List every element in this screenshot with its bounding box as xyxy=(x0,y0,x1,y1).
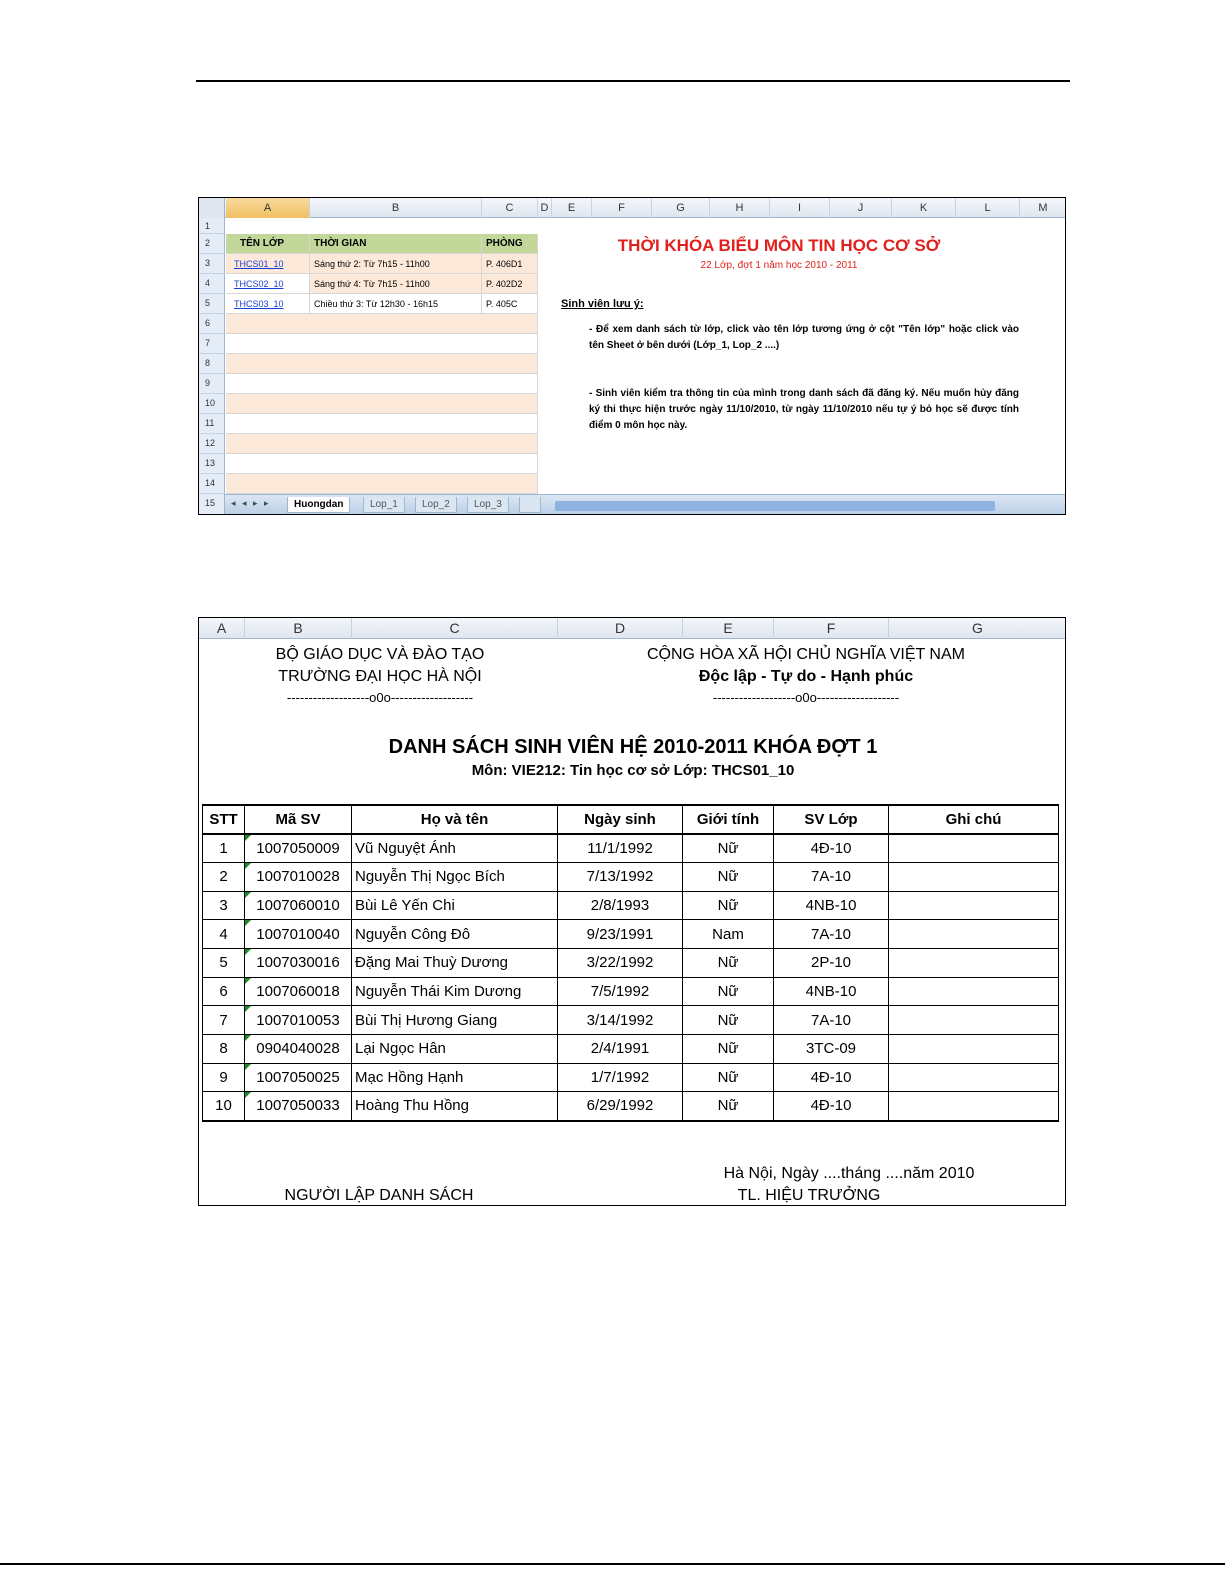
gender-cell[interactable]: Nữ xyxy=(683,948,774,977)
table-row xyxy=(203,1092,1059,1121)
student-list-screenshot xyxy=(198,617,1066,1206)
motto: Độc lập - Tự do - Hạnh phúc xyxy=(698,668,914,685)
class-link[interactable] xyxy=(226,274,310,294)
student-id-cell[interactable] xyxy=(245,977,352,1006)
student-id-text: 1007010053 xyxy=(256,1011,340,1029)
name-cell[interactable]: Nguyễn Thị Ngọc Bích xyxy=(352,862,558,891)
error-indicator-icon xyxy=(245,835,251,841)
row-header[interactable]: 15 xyxy=(199,494,225,515)
column-header-i[interactable]: I xyxy=(770,198,830,218)
class-cell[interactable]: 3TC-09 xyxy=(774,1035,889,1064)
class-link[interactable] xyxy=(226,254,310,274)
list-subtitle: Môn: VIE212: Tin học cơ sở Lớp: THCS01_10 xyxy=(471,762,795,779)
note-cell[interactable] xyxy=(889,1092,1059,1121)
column-header-m[interactable]: M xyxy=(1020,198,1066,218)
time-cell[interactable]: Sáng thứ 2: Từ 7h15 - 11h00 xyxy=(310,254,482,274)
signer-left: NGƯỜI LẬP DANH SÁCH xyxy=(284,1187,474,1204)
table-row xyxy=(203,1006,1059,1035)
class-cell[interactable]: 4Đ-10 xyxy=(774,834,889,863)
empty-row[interactable] xyxy=(226,454,538,474)
col-dob[interactable]: Ngày sinh xyxy=(558,805,683,834)
table-row xyxy=(203,862,1059,891)
note-1: - Để xem danh sách từ lớp, click vào tên lớp tương ứng ở cột "Tên lớp" hoặc click vào tên Sheet ở bên dưới (Lớp_1, Lop_2 ....) xyxy=(589,324,1019,351)
schedule-title: THỜI KHÓA BIỂU MÔN TIN HỌC CƠ SỞ xyxy=(617,236,941,255)
country-name: CỘNG HÒA XÃ HỘI CHỦ NGHĨA VIỆT NAM xyxy=(647,646,965,663)
table-row xyxy=(203,977,1059,1006)
table-row xyxy=(203,891,1059,920)
header-time[interactable]: THỜI GIAN xyxy=(310,234,482,254)
tab-scroll-arrows-icon[interactable]: ◂ ◂ ▸ ▸ xyxy=(231,498,271,508)
column-header-d[interactable]: D xyxy=(558,618,683,639)
note-cell[interactable] xyxy=(889,948,1059,977)
column-header-a[interactable]: A xyxy=(226,198,310,218)
student-id-cell[interactable] xyxy=(245,834,352,863)
error-indicator-icon xyxy=(245,949,251,955)
sheet-tab-lop-2[interactable]: Lop_2 xyxy=(415,497,457,513)
gender-cell[interactable]: Nữ xyxy=(683,862,774,891)
page-footer-rule xyxy=(0,1563,1225,1565)
error-indicator-icon xyxy=(245,920,251,926)
empty-row[interactable] xyxy=(226,314,538,334)
error-indicator-icon xyxy=(245,1092,251,1098)
dob-cell[interactable]: 2/4/1991 xyxy=(558,1035,683,1064)
date-line: Hà Nội, Ngày ....tháng ....năm 2010 xyxy=(723,1165,975,1182)
column-header-l[interactable]: L xyxy=(956,198,1020,218)
column-header-k[interactable]: K xyxy=(892,198,956,218)
column-header-d[interactable]: D xyxy=(538,198,552,218)
note-heading: Sinh viên lưu ý: xyxy=(561,298,644,310)
header-class[interactable]: TÊN LỚP xyxy=(226,234,310,254)
sheet-tab-bar xyxy=(225,494,1066,515)
class-link-text[interactable]: THCS02_10 xyxy=(234,279,284,289)
name-cell[interactable]: Đặng Mai Thuỳ Dương xyxy=(352,948,558,977)
dob-cell[interactable]: 1/7/1992 xyxy=(558,1063,683,1092)
stt-cell[interactable]: 4 xyxy=(203,920,245,949)
column-header-c[interactable]: C xyxy=(352,618,558,639)
dob-cell[interactable]: 3/22/1992 xyxy=(558,948,683,977)
excel-screenshot xyxy=(198,197,1066,515)
name-cell[interactable]: Nguyễn Công Đô xyxy=(352,920,558,949)
gender-cell[interactable]: Nữ xyxy=(683,1092,774,1121)
column-header-b[interactable]: B xyxy=(310,198,482,218)
class-cell[interactable]: 7A-10 xyxy=(774,920,889,949)
stt-cell[interactable]: 10 xyxy=(203,1092,245,1121)
row-header[interactable]: 6 xyxy=(199,314,225,334)
row-header[interactable]: 11 xyxy=(199,414,225,434)
row-header[interactable]: 9 xyxy=(199,374,225,394)
empty-row[interactable] xyxy=(226,374,538,394)
student-id-cell[interactable] xyxy=(245,1063,352,1092)
column-header-g[interactable]: G xyxy=(652,198,710,218)
student-id-text: 1007010040 xyxy=(256,925,340,943)
column-header-bar xyxy=(199,198,1066,218)
name-cell[interactable]: Lại Ngọc Hân xyxy=(352,1035,558,1064)
error-indicator-icon xyxy=(245,1006,251,1012)
page-header-rule xyxy=(196,80,1070,82)
time-cell[interactable]: Sáng thứ 4: Từ 7h15 - 11h00 xyxy=(310,274,482,294)
col-stt[interactable]: STT xyxy=(203,805,245,834)
column-header-f[interactable]: F xyxy=(774,618,889,639)
note-2: - Sinh viên kiểm tra thông tin của mình trong danh sách đã đăng ký. Nếu muốn hủy đăng ký thi thực hiện trước ngày 11/10/2010, từ ngày 11/10/2010 nếu tự ý bỏ học sẽ được tính điểm 0 môn học này. xyxy=(589,388,1019,431)
time-cell[interactable]: Chiều thứ 3: Từ 12h30 - 16h15 xyxy=(310,294,482,314)
list-title: DANH SÁCH SINH VIÊN HỆ 2010-2011 KHÓA ĐỢT 1 xyxy=(388,736,878,758)
student-table xyxy=(202,804,1059,1122)
column-header-b[interactable]: B xyxy=(245,618,352,639)
student-id-text: 1007030016 xyxy=(256,954,340,972)
sheet-tab-lop-3[interactable]: Lop_3 xyxy=(467,497,509,513)
left-separator: -------------------o0o------------------- xyxy=(286,690,474,705)
class-cell[interactable]: 4Đ-10 xyxy=(774,1092,889,1121)
header-room[interactable]: PHÒNG xyxy=(482,234,538,254)
stt-cell[interactable]: 3 xyxy=(203,891,245,920)
column-header-e[interactable]: E xyxy=(683,618,774,639)
gender-cell[interactable]: Nam xyxy=(683,920,774,949)
university-name: TRƯỜNG ĐẠI HỌC HÀ NỘI xyxy=(278,668,482,685)
dob-cell[interactable]: 11/1/1992 xyxy=(558,834,683,863)
col-note[interactable]: Ghi chú xyxy=(889,805,1059,834)
row-header[interactable]: 8 xyxy=(199,354,225,374)
col-class[interactable]: SV Lớp xyxy=(774,805,889,834)
select-all-corner[interactable] xyxy=(199,198,225,218)
class-cell[interactable]: 4Đ-10 xyxy=(774,1063,889,1092)
column-header-h[interactable]: H xyxy=(710,198,770,218)
room-cell[interactable]: P. 402D2 xyxy=(482,274,538,294)
error-indicator-icon xyxy=(245,978,251,984)
gender-cell[interactable]: Nữ xyxy=(683,1006,774,1035)
stt-cell[interactable]: 2 xyxy=(203,862,245,891)
name-cell[interactable]: Bùi Lê Yến Chi xyxy=(352,891,558,920)
row-header[interactable]: 3 xyxy=(199,254,225,274)
row-header[interactable]: 13 xyxy=(199,454,225,474)
table-row xyxy=(203,948,1059,977)
insert-sheet-icon[interactable] xyxy=(519,497,541,513)
class-cell[interactable]: 4NB-10 xyxy=(774,977,889,1006)
class-link-text[interactable]: THCS03_10 xyxy=(234,299,284,309)
empty-row[interactable] xyxy=(226,434,538,454)
empty-row[interactable] xyxy=(226,354,538,374)
note-cell[interactable] xyxy=(889,977,1059,1006)
class-cell[interactable]: 2P-10 xyxy=(774,948,889,977)
row-header[interactable]: 12 xyxy=(199,434,225,454)
note-cell[interactable] xyxy=(889,1006,1059,1035)
row-header[interactable]: 10 xyxy=(199,394,225,414)
error-indicator-icon xyxy=(245,863,251,869)
student-id-cell[interactable] xyxy=(245,891,352,920)
name-cell[interactable]: Bùi Thị Hương Giang xyxy=(352,1006,558,1035)
column-header-e[interactable]: E xyxy=(552,198,592,218)
name-cell[interactable]: Mạc Hồng Hạnh xyxy=(352,1063,558,1092)
stt-cell[interactable]: 5 xyxy=(203,948,245,977)
error-indicator-icon xyxy=(245,1064,251,1070)
dob-cell[interactable]: 7/13/1992 xyxy=(558,862,683,891)
student-id-text: 1007010028 xyxy=(256,868,340,886)
empty-row[interactable] xyxy=(226,394,538,414)
schedule-subtitle: 22 Lớp, đợt 1 năm học 2010 - 2011 xyxy=(700,260,858,271)
row-header[interactable]: 1 xyxy=(199,218,225,234)
student-id-cell[interactable] xyxy=(245,862,352,891)
dob-cell[interactable]: 6/29/1992 xyxy=(558,1092,683,1121)
empty-row[interactable] xyxy=(226,334,538,354)
room-cell[interactable]: P. 405C xyxy=(482,294,538,314)
student-id-text: 1007050033 xyxy=(256,1097,340,1115)
col-full-name[interactable]: Họ và tên xyxy=(352,805,558,834)
name-cell[interactable]: Nguyễn Thái Kim Dương xyxy=(352,977,558,1006)
note-cell[interactable] xyxy=(889,920,1059,949)
class-cell[interactable]: 7A-10 xyxy=(774,862,889,891)
student-id-text: 1007060018 xyxy=(256,982,340,1000)
stt-cell[interactable]: 9 xyxy=(203,1063,245,1092)
table-header-row xyxy=(203,805,1059,834)
stt-cell[interactable]: 1 xyxy=(203,834,245,863)
dob-cell[interactable]: 3/14/1992 xyxy=(558,1006,683,1035)
class-cell[interactable]: 7A-10 xyxy=(774,1006,889,1035)
row-header[interactable]: 2 xyxy=(199,234,225,254)
table-row xyxy=(203,1063,1059,1092)
class-link[interactable] xyxy=(226,294,310,314)
right-separator: -------------------o0o------------------- xyxy=(712,690,900,705)
column-header-c[interactable]: C xyxy=(482,198,538,218)
col-gender[interactable]: Giới tính xyxy=(683,805,774,834)
dob-cell[interactable]: 2/8/1993 xyxy=(558,891,683,920)
signer-right: TL. HIỆU TRƯỞNG xyxy=(737,1187,881,1204)
row-header[interactable]: 7 xyxy=(199,334,225,354)
student-id-text: 0904040028 xyxy=(256,1040,340,1058)
col-student-id[interactable]: Mã SV xyxy=(245,805,352,834)
table-row xyxy=(203,920,1059,949)
student-id-cell[interactable] xyxy=(245,1035,352,1064)
row-header[interactable]: 5 xyxy=(199,294,225,314)
note-cell[interactable] xyxy=(889,862,1059,891)
student-id-cell[interactable] xyxy=(245,1092,352,1121)
column-header-f[interactable]: F xyxy=(592,198,652,218)
table-row xyxy=(203,834,1059,863)
room-cell[interactable]: P. 406D1 xyxy=(482,254,538,274)
student-id-text: 1007060010 xyxy=(256,896,340,914)
stt-cell[interactable]: 8 xyxy=(203,1035,245,1064)
gender-cell[interactable]: Nữ xyxy=(683,977,774,1006)
note-cell[interactable] xyxy=(889,1035,1059,1064)
stt-cell[interactable]: 7 xyxy=(203,1006,245,1035)
empty-row[interactable] xyxy=(226,414,538,434)
dob-cell[interactable]: 9/23/1991 xyxy=(558,920,683,949)
column-header-a[interactable]: A xyxy=(199,618,245,639)
table-row xyxy=(203,1035,1059,1064)
row-header[interactable]: 4 xyxy=(199,274,225,294)
gender-cell[interactable]: Nữ xyxy=(683,1063,774,1092)
student-id-cell[interactable] xyxy=(245,920,352,949)
class-link-text[interactable]: THCS01_10 xyxy=(234,259,284,269)
gender-cell[interactable]: Nữ xyxy=(683,891,774,920)
gender-cell[interactable]: Nữ xyxy=(683,834,774,863)
column-header-j[interactable]: J xyxy=(830,198,892,218)
stt-cell[interactable]: 6 xyxy=(203,977,245,1006)
horizontal-scrollbar[interactable] xyxy=(555,501,995,511)
row-header[interactable]: 14 xyxy=(199,474,225,494)
empty-row[interactable] xyxy=(226,474,538,494)
student-id-text: 1007050025 xyxy=(256,1069,340,1087)
error-indicator-icon xyxy=(245,1035,251,1041)
sheet-tab-huongdan[interactable]: Huongdan xyxy=(287,497,350,513)
sheet-tab-lop-1[interactable]: Lop_1 xyxy=(363,497,405,513)
name-cell[interactable]: Vũ Nguyệt Ánh xyxy=(352,834,558,863)
note-cell[interactable] xyxy=(889,834,1059,863)
class-cell[interactable]: 4NB-10 xyxy=(774,891,889,920)
name-cell[interactable]: Hoàng Thu Hồng xyxy=(352,1092,558,1121)
error-indicator-icon xyxy=(245,892,251,898)
student-id-cell[interactable] xyxy=(245,1006,352,1035)
note-cell[interactable] xyxy=(889,891,1059,920)
dob-cell[interactable]: 7/5/1992 xyxy=(558,977,683,1006)
student-id-text: 1007050009 xyxy=(256,839,340,857)
column-header-bar xyxy=(199,618,1066,639)
student-id-cell[interactable] xyxy=(245,948,352,977)
gender-cell[interactable]: Nữ xyxy=(683,1035,774,1064)
note-cell[interactable] xyxy=(889,1063,1059,1092)
column-header-g[interactable]: G xyxy=(889,618,1066,639)
ministry-name: BỘ GIÁO DỤC VÀ ĐÀO TẠO xyxy=(275,646,485,663)
